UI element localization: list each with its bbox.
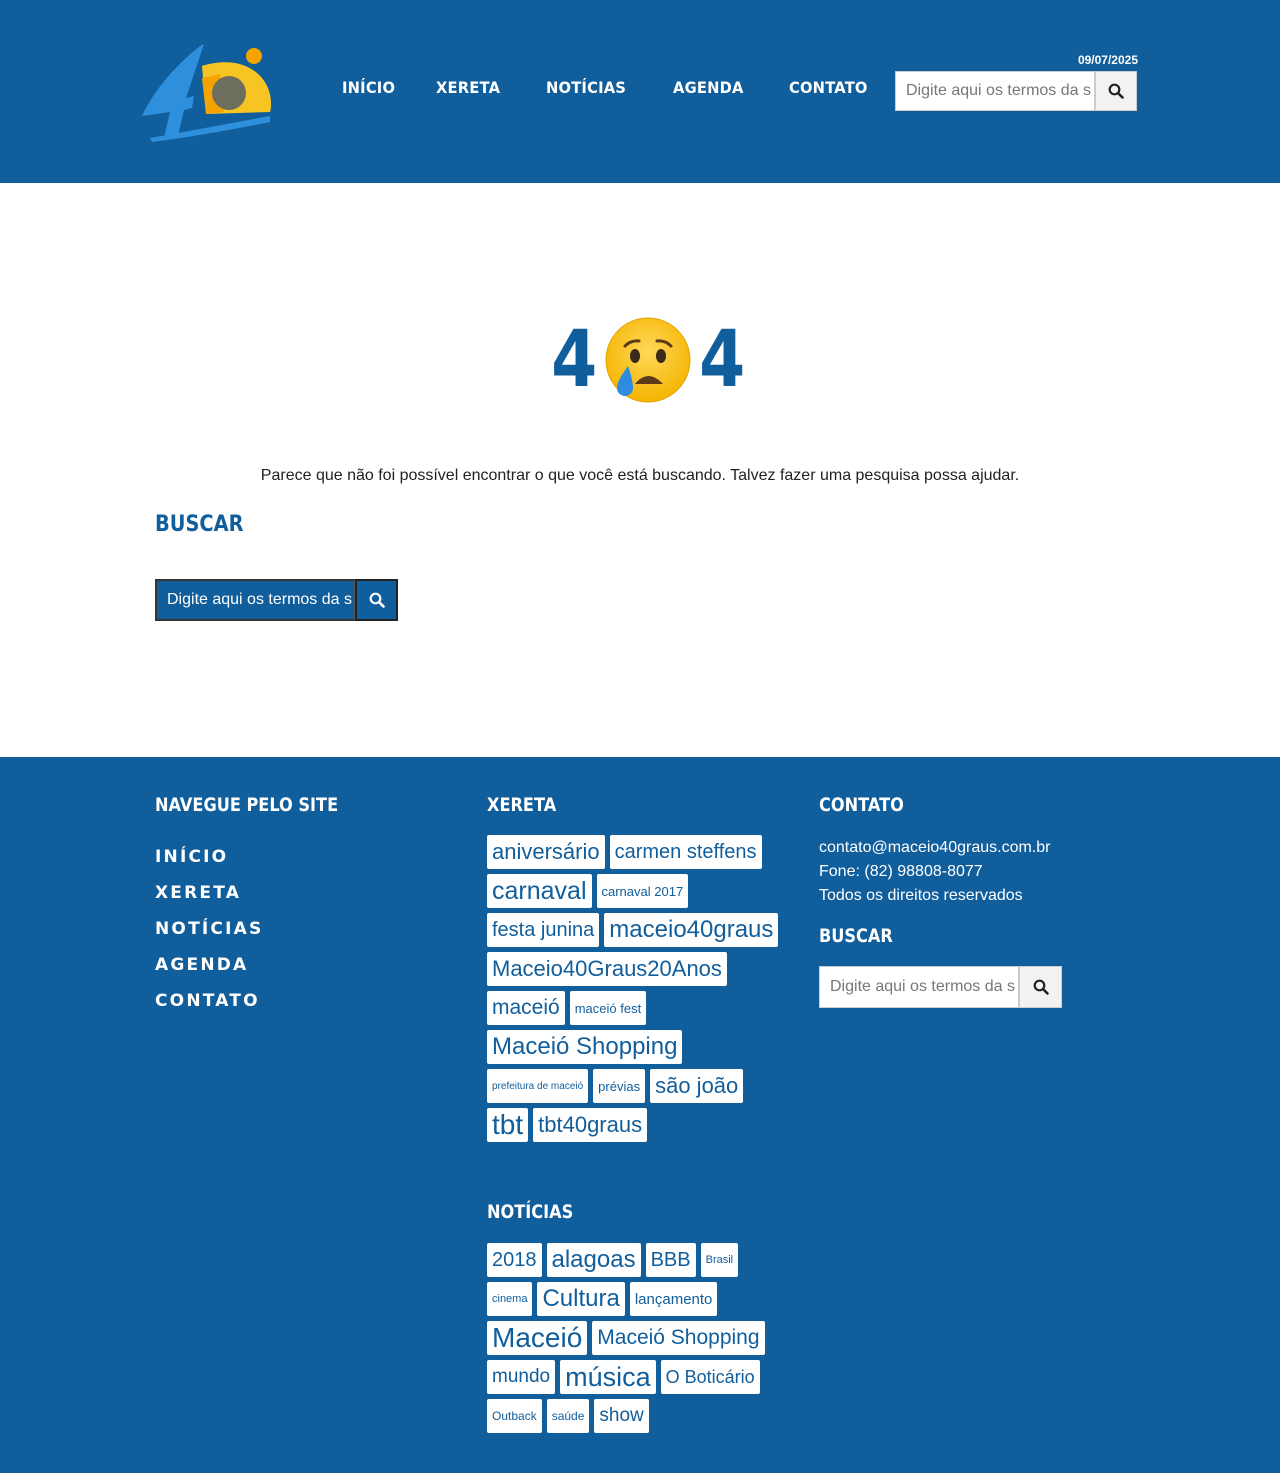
footer-nav-contato[interactable]: CONTATO	[155, 991, 260, 1011]
tag-link[interactable]: prévias	[593, 1069, 645, 1103]
search-icon	[1108, 83, 1124, 99]
footer-nav-noticias[interactable]: NOTÍCIAS	[155, 919, 264, 939]
tag-link[interactable]: Maceió Shopping	[592, 1321, 764, 1355]
site-header	[0, 0, 1280, 183]
tag-link[interactable]: Outback	[487, 1399, 542, 1433]
tag-link[interactable]: Cultura	[537, 1282, 624, 1316]
nav-inicio[interactable]: INÍCIO	[342, 78, 396, 97]
tag-link[interactable]: carmen steffens	[610, 835, 762, 869]
footer-nav	[155, 845, 263, 1025]
crying-face-icon	[603, 316, 693, 404]
not-found-message: Parece que não foi possível encontrar o que você está buscando. Talvez fazer uma pesquisa possa ajudar.	[260, 467, 1020, 484]
main-search-button[interactable]	[355, 579, 398, 621]
main-nav	[342, 78, 915, 97]
current-date: 09/07/2025	[1077, 53, 1138, 67]
tag-link[interactable]: maceio40graus	[604, 913, 778, 947]
error-404-graphic	[547, 316, 750, 404]
tag-link[interactable]: lançamento	[630, 1282, 718, 1316]
tag-link[interactable]: Maceió Shopping	[487, 1030, 682, 1064]
nav-agenda[interactable]: AGENDA	[672, 78, 744, 97]
site-logo[interactable]	[140, 38, 275, 143]
tag-link[interactable]: são joão	[650, 1069, 743, 1103]
footer-search-input[interactable]: Digite aqui os termos da s	[819, 966, 1019, 1008]
footer-search-button[interactable]	[1019, 966, 1062, 1008]
contato-title: CONTATO	[819, 794, 904, 816]
main-search-input[interactable]: Digite aqui os termos da s	[155, 579, 355, 621]
nav-contato[interactable]: CONTATO	[789, 78, 868, 97]
xereta-tag-cloud	[487, 835, 787, 1147]
tag-link[interactable]: prefeitura de maceió	[487, 1069, 588, 1103]
footer-nav-agenda[interactable]: AGENDA	[155, 955, 249, 975]
search-icon	[369, 592, 385, 608]
search-icon	[1033, 979, 1049, 995]
header-search-button[interactable]	[1095, 71, 1137, 111]
error-digit-right: 4	[699, 315, 746, 405]
tag-link[interactable]: Maceio40Graus20Anos	[487, 952, 727, 986]
tag-link[interactable]: tbt	[487, 1108, 528, 1142]
footer-nav-inicio[interactable]: INÍCIO	[155, 847, 229, 867]
contact-phone: Fone: (82) 98808-8077	[819, 863, 983, 880]
tag-link[interactable]: cinema	[487, 1282, 532, 1316]
footer-nav-title: NAVEGUE PELO SITE	[155, 794, 339, 816]
tag-link[interactable]: mundo	[487, 1360, 555, 1394]
tag-link[interactable]: Maceió	[487, 1321, 587, 1355]
footer-search	[819, 966, 1062, 1008]
tag-link[interactable]: carnaval 2017	[597, 874, 689, 908]
xereta-title: XERETA	[487, 794, 557, 816]
tag-link[interactable]: música	[560, 1360, 656, 1394]
tag-link[interactable]: alagoas	[547, 1243, 641, 1277]
tag-link[interactable]: festa junina	[487, 913, 599, 947]
noticias-tag-cloud	[487, 1243, 787, 1438]
header-search	[895, 71, 1137, 111]
contact-email[interactable]: contato@maceio40graus.com.br	[819, 839, 1051, 856]
contact-info	[819, 836, 1050, 908]
header-search-input[interactable]: Digite aqui os termos da s	[895, 71, 1095, 111]
tag-link[interactable]: maceió	[487, 991, 565, 1025]
tag-link[interactable]: aniversário	[487, 835, 605, 869]
tag-link[interactable]: saúde	[547, 1399, 590, 1433]
tag-link[interactable]: show	[594, 1399, 648, 1433]
tag-link[interactable]: BBB	[646, 1243, 696, 1277]
noticias-title: NOTÍCIAS	[487, 1201, 574, 1223]
rights-text: Todos os direitos reservados	[819, 887, 1023, 904]
nav-xereta[interactable]: XERETA	[435, 78, 500, 97]
tag-link[interactable]: tbt40graus	[533, 1108, 647, 1142]
error-digit-left: 4	[551, 315, 598, 405]
main-search	[155, 579, 398, 621]
tag-link[interactable]: maceió fest	[570, 991, 646, 1025]
tag-link[interactable]: 2018	[487, 1243, 542, 1277]
footer-search-title: BUSCAR	[819, 925, 893, 947]
tag-link[interactable]: carnaval	[487, 874, 592, 908]
footer-nav-xereta[interactable]: XERETA	[155, 883, 242, 903]
search-section-title: BUSCAR	[155, 512, 244, 537]
tag-link[interactable]: O Boticário	[661, 1360, 760, 1394]
tag-link[interactable]: Brasil	[701, 1243, 739, 1277]
nav-noticias[interactable]: NOTÍCIAS	[545, 78, 626, 97]
